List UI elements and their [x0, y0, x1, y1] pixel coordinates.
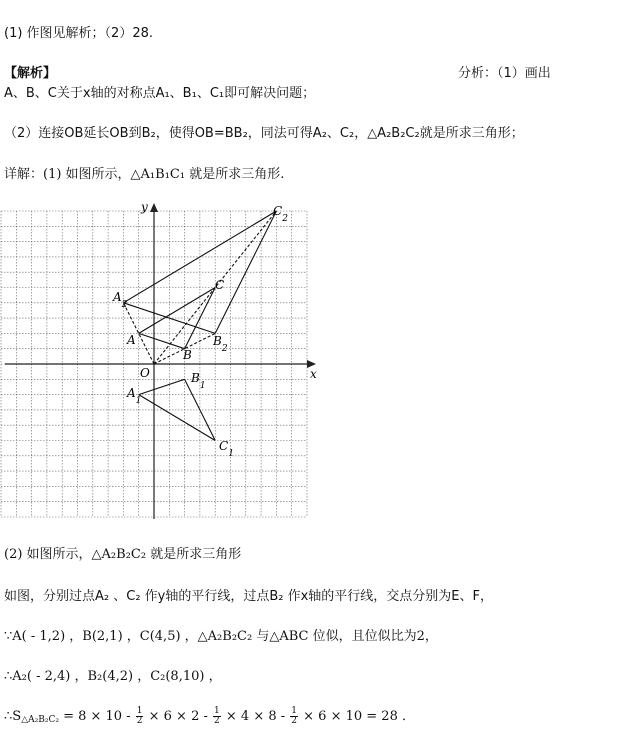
area-subscript: △A₂B₂C₂ [21, 715, 59, 725]
step-2: ∴A₂( - 2,4) ，B₂(4,2) ，C₂(8,10) ， [4, 669, 222, 684]
area-prefix: ∴S [4, 709, 22, 724]
half-fraction: $\frac{1}{2}$ [214, 706, 220, 726]
area-term-3: × 4 × 8 - [225, 709, 286, 724]
answer-line: (1) 作图见解析；（2）28. [4, 26, 153, 41]
area-equation [4, 705, 415, 726]
label-C: C [215, 278, 225, 292]
step-1: ∵A( - 1,2) ，B(2,1) ，C(4,5) ，△A₂B₂C₂ 与△ABC 位似，且位似比为2， [4, 629, 438, 644]
segment-A1B1 [139, 379, 185, 394]
area-term-1: = 8 × 10 - [63, 709, 131, 724]
half-fraction: $\frac{1}{2}$ [291, 706, 298, 726]
section-heading: 【解析】 [4, 66, 57, 81]
label-B1: $B_1$ [191, 371, 206, 391]
detail-intro: 详解：(1) 如图所示，△A₁B₁C₁ 就是所求三角形. [4, 167, 285, 182]
label-A1: $A_1$ [127, 386, 142, 406]
label-A2: $A_2$ [113, 290, 128, 310]
area-term-4: × 6 × 10 = 28 ． [303, 709, 415, 724]
area-term-2: × 6 × 2 - [148, 709, 208, 724]
analysis-label: 分析：（1）画出 [458, 66, 551, 81]
segment-AB [139, 333, 185, 348]
analysis-line-2: （2）连接OB延长OB到B₂，使得OB=BB₂，同法可得A₂、C₂，△A₂B₂C₂就是所求三角形； [4, 126, 524, 141]
coordinate-figure [0, 198, 330, 528]
label-B: B [183, 348, 192, 362]
y-axis-arrow [150, 203, 158, 212]
label-C1: $C_1$ [219, 439, 234, 459]
part2-method: 如图，分别过点A₂ 、C₂ 作y轴的平行线，过点B₂ 作x轴的平行线，交点分别为E、F， [4, 589, 493, 604]
part2-intro: (2) 如图所示，△A₂B₂C₂ 就是所求三角形 [4, 547, 242, 562]
y-axis-label: y [141, 200, 148, 214]
origin-label: O [140, 366, 150, 380]
x-axis-label: x [310, 367, 317, 381]
half-fraction: $\frac{1}{2}$ [136, 706, 143, 726]
label-C2: $C_2$ [273, 204, 288, 224]
label-B2: $B_2$ [213, 334, 228, 354]
point-labels [112, 200, 317, 459]
label-A: A [127, 333, 136, 347]
analysis-line-1: A、B、C关于x轴的对称点A₁、B₁、C₁即可解决问题； [4, 86, 316, 101]
